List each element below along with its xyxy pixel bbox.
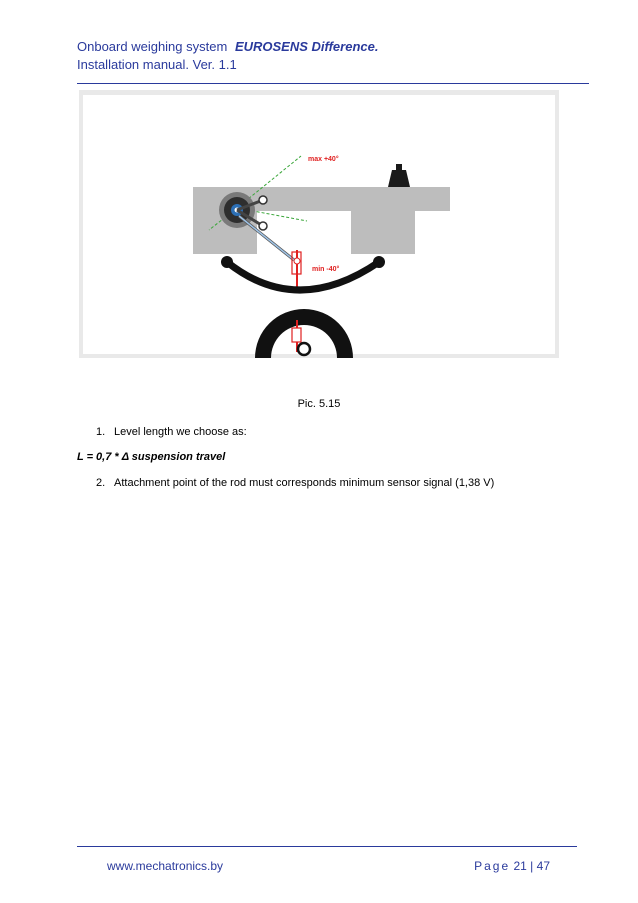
header-divider: [77, 83, 589, 84]
footer-page-number: [474, 859, 550, 873]
list-item-2: [96, 477, 494, 489]
weight-handle: [396, 164, 402, 171]
header-line-1: [77, 38, 378, 56]
axle-mount: [298, 343, 310, 355]
page-label: Page: [474, 859, 511, 873]
label-max-angle: max +40°: [308, 156, 339, 163]
lever-length-formula: L = 0,7 * Δ suspension travel: [77, 451, 226, 463]
page-separator: |: [530, 859, 534, 873]
footer-divider: [77, 846, 577, 847]
header-title: Onboard weighing system: [77, 39, 228, 54]
page-total: 47: [536, 859, 550, 873]
list-item-2-text: Attachment point of the rod must corresponds minimum sensor signal (1,38 V): [114, 477, 495, 489]
figure-pic-5-15: [79, 90, 559, 358]
weight-icon: [388, 170, 410, 187]
sensor-installation-diagram: [79, 90, 559, 358]
list-item-1: [96, 426, 247, 438]
list-item-1-text: Level length we choose as:: [114, 426, 247, 438]
leaf-spring: [227, 262, 379, 290]
wheel-tire: [255, 309, 353, 358]
header-line-2: Installation manual. Ver. 1.1: [77, 57, 237, 72]
figure-caption: Pic. 5.15: [297, 398, 341, 410]
list-item-1-number: 1.: [96, 426, 106, 438]
label-min-angle: min -40°: [312, 266, 340, 273]
list-item-2-number: 2.: [96, 477, 106, 489]
page-header: [77, 38, 378, 74]
page-current: 21: [513, 859, 527, 873]
header-brand: EUROSENS Difference.: [234, 39, 379, 54]
frame-right-block: [351, 187, 415, 254]
footer-website[interactable]: www.mechatronics.by: [107, 859, 224, 873]
